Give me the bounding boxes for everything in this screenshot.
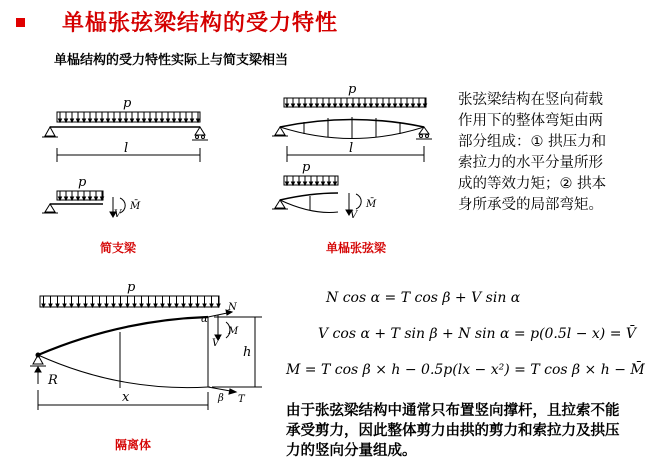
- simple-beam-span-label: l: [124, 141, 129, 156]
- free-body-diagram: [30, 296, 262, 410]
- free-body-tension-label: T: [238, 394, 245, 405]
- free-body-moment-label: M: [228, 326, 239, 337]
- string-segment-shear-label: V: [350, 210, 358, 221]
- simple-segment-moment-label: M̄: [130, 201, 141, 212]
- string-beam-load-label: p: [348, 82, 357, 97]
- page-subtitle: 单榀结构的受力特性实际上与简支梁相当: [54, 53, 289, 68]
- string-segment-load-label: p: [302, 160, 311, 175]
- free-body-load-label: p: [127, 280, 136, 295]
- free-body-reaction-label: R: [48, 373, 58, 388]
- equation-1: N cos α = T cos β + V sin α: [326, 290, 521, 306]
- string-beam-span-label: l: [349, 141, 354, 156]
- free-body-beta-label: β: [218, 393, 224, 404]
- page-title: 单榀张弦梁结构的受力特性: [62, 11, 339, 36]
- equation-2: V cos α + T sin β + N sin α = p(0.5l − x) = V̄: [318, 326, 637, 342]
- simple-segment-shear-label: V: [114, 209, 122, 220]
- caption-string-beam: 单榀张弦梁: [326, 241, 387, 255]
- free-body-height-label: h: [243, 345, 252, 360]
- free-body-shear-label: V: [212, 338, 220, 349]
- free-body-distance-label: x: [122, 390, 130, 405]
- caption-simple-beam: 简支梁: [100, 241, 137, 255]
- equation-3: M = T cos β × h − 0.5p(lx − x²) = T cos β × h − M̄: [286, 362, 645, 378]
- simple-beam-load-label: p: [123, 96, 132, 111]
- free-body-alpha-label: α: [201, 314, 208, 325]
- explanation-text: 张弦梁结构在竖向荷载作用下的整体弯矩由两部分组成：① 拱压力和索拉力的水平分量所形成的等效力矩；② 拱本身所承受的局部弯矩。: [458, 92, 607, 213]
- caption-free-body: 隔离体: [115, 438, 152, 452]
- free-body-axial-label: N: [228, 302, 237, 313]
- shear-note: 由于张弦梁结构中通常只布置竖向撑杆，且拉索不能承受剪力，因此整体剪力由拱的剪力和索拉力及拱压力的竖向分量组成。: [286, 403, 620, 459]
- simple-segment-load-label: p: [78, 175, 87, 190]
- string-beam-segment: [272, 176, 361, 215]
- simple-beam-segment: [42, 191, 125, 217]
- string-segment-moment-label: M̄: [366, 199, 377, 210]
